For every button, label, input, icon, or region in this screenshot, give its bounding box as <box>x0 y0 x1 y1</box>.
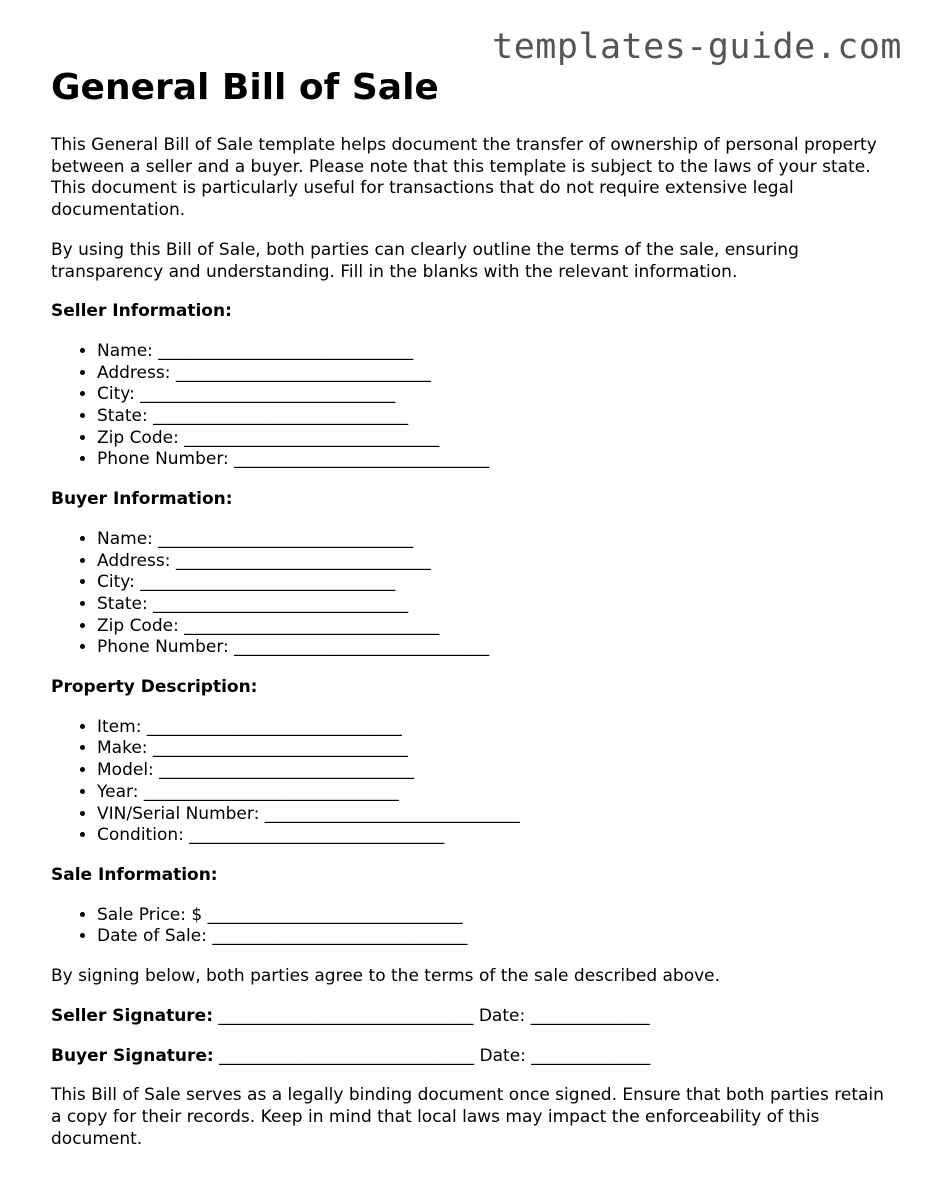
seller-phone-field[interactable]: • Phone Number: ______________________________ <box>97 449 891 471</box>
sale-field-list <box>51 905 891 948</box>
property-model-field[interactable]: • Model: ______________________________ <box>97 760 891 782</box>
seller-signature-blanks[interactable]: ______________________________ Date: ______________ <box>213 1005 650 1026</box>
sale-section-title: Sale Information: <box>51 864 218 885</box>
property-condition-field[interactable]: • Condition: ______________________________ <box>97 825 891 847</box>
seller-name-field[interactable]: • Name: ______________________________ <box>97 341 891 363</box>
intro-paragraph-1: This General Bill of Sale template helps document the transfer of ownership of personal property between a seller and a buyer. Please note that this template is subject to the laws of your state. This document is particularly useful for transactions that do not require extensive legal documentation. <box>51 135 877 221</box>
seller-state-field[interactable]: • State: ______________________________ <box>97 406 891 428</box>
buyer-city-field[interactable]: • City: ______________________________ <box>97 572 891 594</box>
sale-date-field[interactable]: • Date of Sale: ______________________________ <box>97 926 891 948</box>
buyer-zip-field[interactable]: • Zip Code: ______________________________ <box>97 616 891 638</box>
seller-signature-label: Seller Signature: <box>51 1005 214 1026</box>
buyer-section-title: Buyer Information: <box>51 489 233 510</box>
property-make-field[interactable]: • Make: ______________________________ <box>97 738 891 760</box>
watermark: templates-guide.com <box>492 27 902 67</box>
seller-section-title: Seller Information: <box>51 301 232 322</box>
seller-address-field[interactable]: • Address: ______________________________ <box>97 363 891 385</box>
buyer-field-list <box>51 529 891 659</box>
buyer-name-field[interactable]: • Name: ______________________________ <box>97 529 891 551</box>
closing-text: This Bill of Sale serves as a legally binding document once signed. Ensure that both parties retain a copy for their records. Keep in mind that local laws may impact the enforceability of this document. <box>51 1085 884 1149</box>
property-field-list <box>51 717 891 847</box>
seller-signature-row[interactable] <box>51 1006 891 1028</box>
buyer-signature-label: Buyer Signature: <box>51 1045 214 1066</box>
document-title: General Bill of Sale <box>51 67 439 108</box>
seller-field-list <box>51 341 891 471</box>
buyer-address-field[interactable]: • Address: ______________________________ <box>97 551 891 573</box>
buyer-state-field[interactable]: • State: ______________________________ <box>97 594 891 616</box>
agreement-text: By signing below, both parties agree to the terms of the sale described above. <box>51 966 721 987</box>
seller-city-field[interactable]: • City: ______________________________ <box>97 384 891 406</box>
property-item-field[interactable]: • Item: ______________________________ <box>97 717 891 739</box>
sale-price-field[interactable]: • Sale Price: $ ______________________________ <box>97 905 891 927</box>
buyer-signature-row[interactable] <box>51 1046 891 1068</box>
buyer-phone-field[interactable]: • Phone Number: ______________________________ <box>97 637 891 659</box>
document-page <box>51 66 891 1168</box>
intro-paragraph-2: By using this Bill of Sale, both parties can clearly outline the terms of the sale, ensuring transparency and understanding. Fill in the blanks with the relevant information. <box>51 239 799 282</box>
seller-zip-field[interactable]: • Zip Code: ______________________________ <box>97 428 891 450</box>
buyer-signature-blanks[interactable]: ______________________________ Date: ______________ <box>213 1045 651 1066</box>
property-year-field[interactable]: • Year: ______________________________ <box>97 782 891 804</box>
property-section-title: Property Description: <box>51 677 258 698</box>
property-vin-field[interactable]: • VIN/Serial Number: ______________________________ <box>97 804 891 826</box>
